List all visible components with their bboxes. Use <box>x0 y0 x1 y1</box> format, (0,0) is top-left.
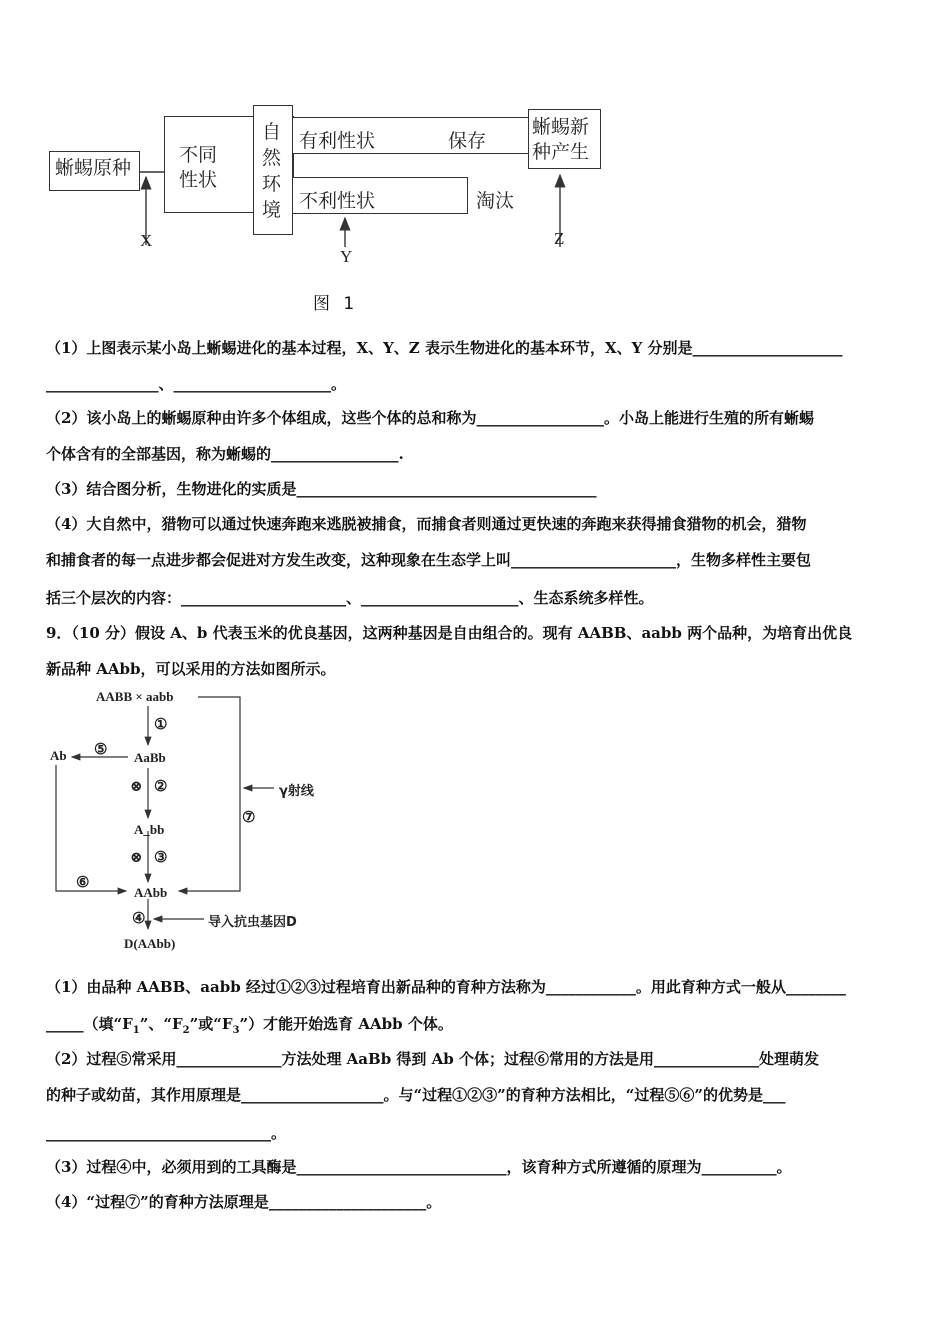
fig2-step-4: ④ <box>132 911 146 927</box>
new-species-box <box>528 109 601 169</box>
fig2-parents: AABB × aabb <box>96 689 174 704</box>
fig2-aabb-target: AAbb <box>134 885 168 900</box>
fig2-step-3: ③ <box>154 850 168 866</box>
env-char-4: 境 <box>262 199 282 221</box>
q8-line-2: _______________、_____________________。 <box>46 375 347 393</box>
original-species-label: 蜥蜴原种 <box>55 157 132 179</box>
q9b-line-5: ______________________________。 <box>46 1124 287 1142</box>
env-char-2: 然 <box>262 147 282 169</box>
env-char-1: 自 <box>262 121 282 143</box>
q8-line-8: 括三个层次的内容：______________________、_____________________、生态系统多样性。 <box>46 589 654 607</box>
q9b-line-2 <box>46 1013 453 1042</box>
environment-box <box>253 105 293 235</box>
q8-line-5: （3）结合图分析，生物进化的实质是________________________________________ <box>46 480 597 498</box>
figure-1-caption: 图 1 <box>313 294 359 314</box>
figure-2-arrows <box>46 686 346 956</box>
env-char-3: 环 <box>262 173 282 195</box>
q8-line-7: 和捕食者的每一点进步都会促进对方发生改变，这种现象在生态学上叫______________________，生物多样性主要包 <box>46 551 812 569</box>
new-species-line-2: 种产生 <box>532 141 590 163</box>
q9b-l2-part-a: _____（填“F <box>46 1015 133 1033</box>
figure-1 <box>40 95 660 315</box>
q9b-sub-1: 1 <box>132 1025 140 1036</box>
traits-label-2: 性状 <box>179 169 218 191</box>
q9b-line-4: 的种子或幼苗，其作用原理是___________________。与“过程①②③”的育种方法相比，“过程⑤⑥”的优势是___ <box>46 1086 786 1104</box>
fig2-self-1: ⊗ <box>130 779 143 795</box>
fig2-step-5: ⑤ <box>94 742 108 758</box>
q9b-line-6: （3）过程④中，必须用到的工具酶是____________________________，该育种方式所遵循的原理为__________。 <box>46 1158 792 1176</box>
fig2-a-bb: A_bb <box>134 822 165 837</box>
q9b-sub-2: 2 <box>182 1025 190 1036</box>
fig2-self-2: ⊗ <box>130 850 143 866</box>
fig2-insert-gene: 导入抗虫基因D <box>208 915 297 930</box>
q8-line-6: （4）大自然中，猎物可以通过快速奔跑来逃脱被捕食，而捕食者则通过更快速的奔跑来获得捕食猎物的机会，猎物 <box>46 515 807 533</box>
original-species-box <box>49 151 140 191</box>
fig2-d-aabb: D(AAbb) <box>124 936 176 951</box>
new-species-line-1: 蜥蜴新 <box>532 116 590 138</box>
label-x: X <box>140 231 153 250</box>
q8-line-4: 个体含有的全部基因，称为蜥蜴的_________________. <box>46 445 404 463</box>
q9b-sub-3: 3 <box>232 1025 240 1036</box>
fig2-step-1: ① <box>154 717 168 733</box>
fig2-step-6: ⑥ <box>76 875 90 891</box>
label-y: Y <box>340 247 353 266</box>
fig2-step-7: ⑦ <box>242 810 256 826</box>
fig2-gamma-ray: γ射线 <box>279 784 314 799</box>
favorable-label: 有利性状 <box>299 130 376 152</box>
figure-2 <box>46 686 346 956</box>
fig2-step-2: ② <box>154 779 168 795</box>
unfavorable-label: 不利性状 <box>299 190 376 212</box>
fig2-aabb-f1: AaBb <box>134 750 166 765</box>
traits-label-1: 不同 <box>179 144 218 166</box>
q9b-l2-part-c: ”或“F <box>189 1015 233 1033</box>
fig2-ab: Ab <box>50 748 67 763</box>
q9b-l2-part-b: ”、“F <box>139 1015 183 1033</box>
label-z: Z <box>554 229 565 248</box>
preserve-label: 保存 <box>448 130 487 152</box>
q9b-line-7: （4）“过程⑦”的育种方法原理是_____________________。 <box>46 1193 442 1211</box>
q8-line-1: （1）上图表示某小岛上蜥蜴进化的基本过程，X、Y、Z 表示生物进化的基本环节，X、Y 分别是____________________ <box>46 339 843 357</box>
q9b-line-1: （1）由品种 AABB、aabb 经过①②③过程培育出新品种的育种方法称为____________。用此育种方式一般从________ <box>46 978 846 996</box>
q8-line-3: （2）该小岛上的蜥蜴原种由许多个体组成，这些个体的总和称为_________________。小岛上能进行生殖的所有蜥蜴 <box>46 409 814 427</box>
q9b-line-3: （2）过程⑤常采用______________方法处理 AaBb 得到 Ab 个体；过程⑥常用的方法是用______________处理萌发 <box>46 1050 819 1068</box>
q9-line-2: 新品种 AAbb，可以采用的方法如图所示。 <box>46 660 336 678</box>
eliminate-label: 淘汰 <box>476 190 515 212</box>
q9-line-1: 9．（10 分）假设 A、b 代表玉米的优良基因，这两种基因是自由组合的。现有 AABB、aabb 两个品种，为培育出优良 <box>46 624 853 642</box>
q9b-l2-part-d: ”）才能开始选育 AAbb 个体。 <box>239 1015 453 1033</box>
